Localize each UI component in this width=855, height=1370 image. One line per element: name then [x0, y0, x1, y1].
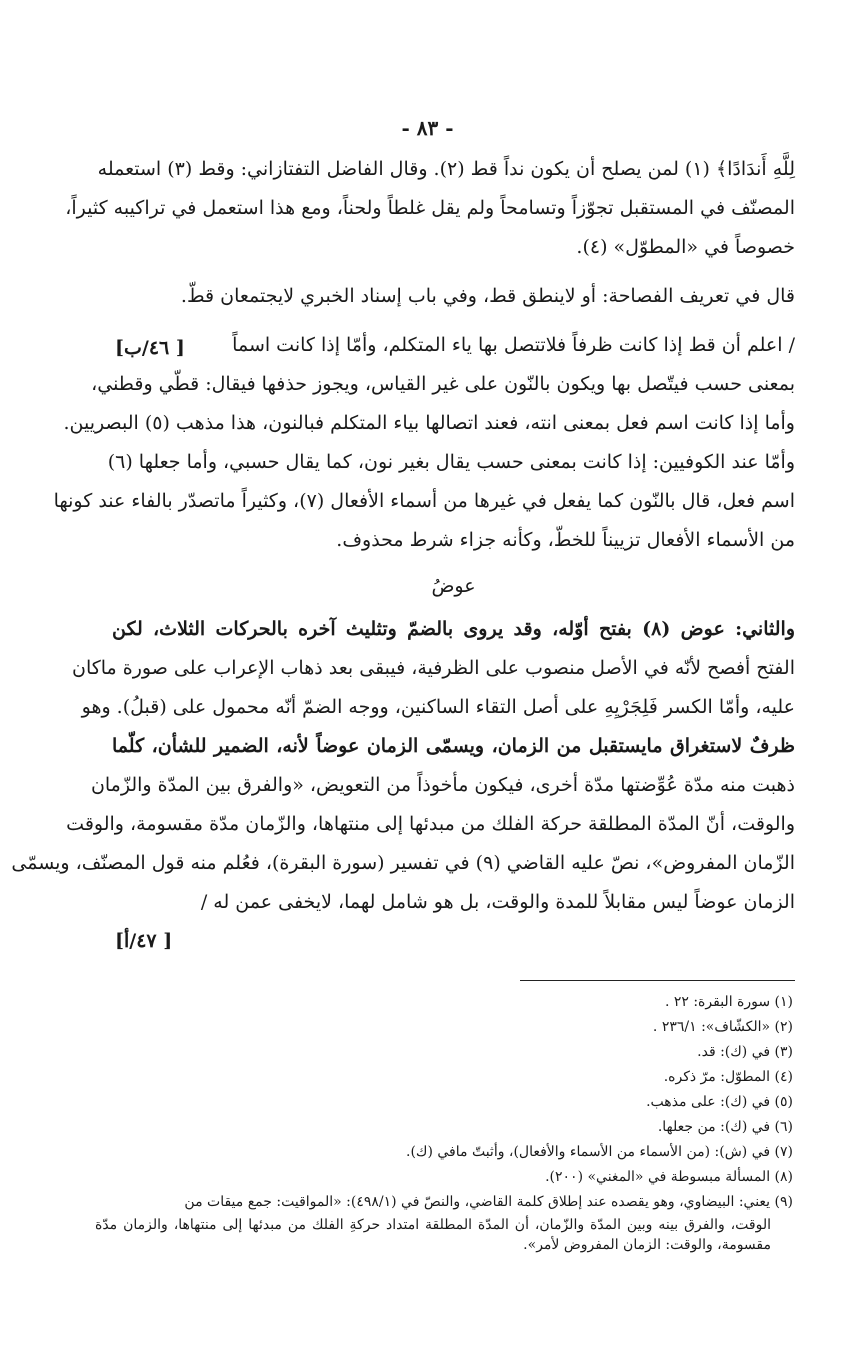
- margin-folio-ref: [ ٤٧/أ]: [115, 930, 173, 952]
- text-line: ظرفٌ لاستغراق مايستقبل من الزمان، ويسمّى الزمان عوضاً لأنه، الضمير للشأن، كلّما: [112, 735, 795, 757]
- text-line: لِلَّهِ أَندَادًا﴾ (١) لمن يصلح أن يكون نداً قط (٢). وقال الفاضل التفتازاني: وقط (٣) استعمله: [97, 158, 795, 180]
- page-number: - ٨٣ -: [401, 116, 454, 140]
- text-line: عليه، وأمّا الكسر فَلِجَرْيِهِ على أصل التقاء الساكنين، ووجه الضمّ أنّه محمول على (قبلُ). وهو: [81, 696, 795, 718]
- text-line: ذهبت منه مدّة عُوِّضتها مدّة أخرى، فيكون مأخوذاً من التعويض، «والفرق بين المدّة والزّمان: [90, 774, 795, 796]
- text-line: من الأسماء الأفعال تزييناً للخطّ، وكأنه جزاء شرط محذوف.: [336, 529, 795, 551]
- text-line: قال في تعريف الفصاحة: أو لاينطق قط، وفي باب إسناد الخبري لايجتمعان قطّ.: [180, 285, 795, 307]
- text-line: / اعلم أن قط إذا كانت ظرفاً فلاتتصل بها ياء المتكلم، وأمّا إذا كانت اسماً: [232, 334, 795, 356]
- text-line: بمعنى حسب فيتّصل بها ويكون بالنّون على غير القياس، ويجوز حذفها فيقال: قطّي وقطني،: [91, 373, 795, 395]
- footnote-continuation: مقسومة، والوقت: الزمان المفروض لأمر».: [523, 1237, 771, 1253]
- margin-folio-ref: [ ٤٦/ب]: [115, 337, 185, 359]
- footnote: (٧) في (ش): (من الأسماء من الأسماء والأفعال)، وأثبتّ مافي (ك).: [406, 1144, 793, 1160]
- footnote: (٦) في (ك): من جعلها.: [657, 1119, 793, 1135]
- text-line: والثاني: عوض (٨) بفتح أوّله، وقد يروى بالضمّ وتثليث آخره بالحركات الثلاث، لكن: [112, 618, 795, 640]
- footnote: (٥) في (ك): على مذهب.: [646, 1094, 793, 1110]
- text-line: الزمان عوضاً ليس مقابلاً للمدة والوقت، بل هو شامل لهما، لايخفى عمن له /: [200, 891, 795, 913]
- footnote: (١) سورة البقرة: ٢٢ .: [664, 994, 793, 1010]
- footnote: (٩) يعني: البيضاوي، وهو يقصده عند إطلاق كلمة القاضي، والنصّ في (٤٩٨/١): «المواقيت: جمع ميقات من: [184, 1194, 793, 1210]
- footnote: (٢) «الكشّاف»: ٢٣٦/١ .: [652, 1019, 793, 1035]
- footnote-separator: [520, 980, 795, 981]
- footnote-continuation: الوقت، والفرق بينه وبين المدّة والزّمان، أن المدّة المطلقة امتداد حركةِ الفلك من مبدئها إلى منتهاها، والزمان مدّة: [95, 1217, 771, 1233]
- section-heading: عوضُ: [431, 575, 476, 597]
- main-text: [11, 150, 795, 922]
- text-line: الزّمان المفروض»، نصّ عليه القاضي (٩) في تفسير (سورة البقرة)، فعُلم منه قول المصنّف، ويسمّى: [11, 852, 795, 874]
- text-line: المصنّف في المستقبل تجوّزاً وتسامحاً ولم يقل غلطاً ولحناً، ومع هذا استعمل في تراكيبه كثيراً،: [65, 197, 795, 219]
- footnotes: [95, 990, 793, 1255]
- text-line: والوقت، أنّ المدّة المطلقة حركة الفلك من مبدئها إلى منتهاها، والزّمان مدّة مقسومة، والوقت: [66, 813, 795, 835]
- footnote: (٣) في (ك): قد.: [697, 1044, 793, 1060]
- text-line: وأما إذا كانت اسم فعل بمعنى انته، فعند اتصالها بياء المتكلم فبالنون، هذا مذهب (٥) البصريين.: [63, 412, 795, 434]
- text-line: اسم فعل، قال بالنّون كما يفعل في غيرها من أسماء الأفعال (٧)، وكثيراً ماتصدّر بالفاء عند كونها: [53, 490, 795, 512]
- text-line: خصوصاً في «المطوّل» (٤).: [576, 236, 795, 258]
- text-line: الفتح أفصح لأنّه في الأصل منصوب على الظرفية، فيبقى بعد ذهاب الإعراب على صورة ماكان: [71, 657, 795, 679]
- footnote: (٨) المسألة مبسوطة في «المغني» (٢٠٠).: [545, 1169, 793, 1185]
- text-line: وأمّا عند الكوفيين: إذا كانت بمعنى حسب يقال بغير نون، كما يقال حسبي، وأما جعلها (٦): [107, 451, 795, 473]
- footnote: (٤) المطوّل: مرّ ذكره.: [663, 1069, 793, 1085]
